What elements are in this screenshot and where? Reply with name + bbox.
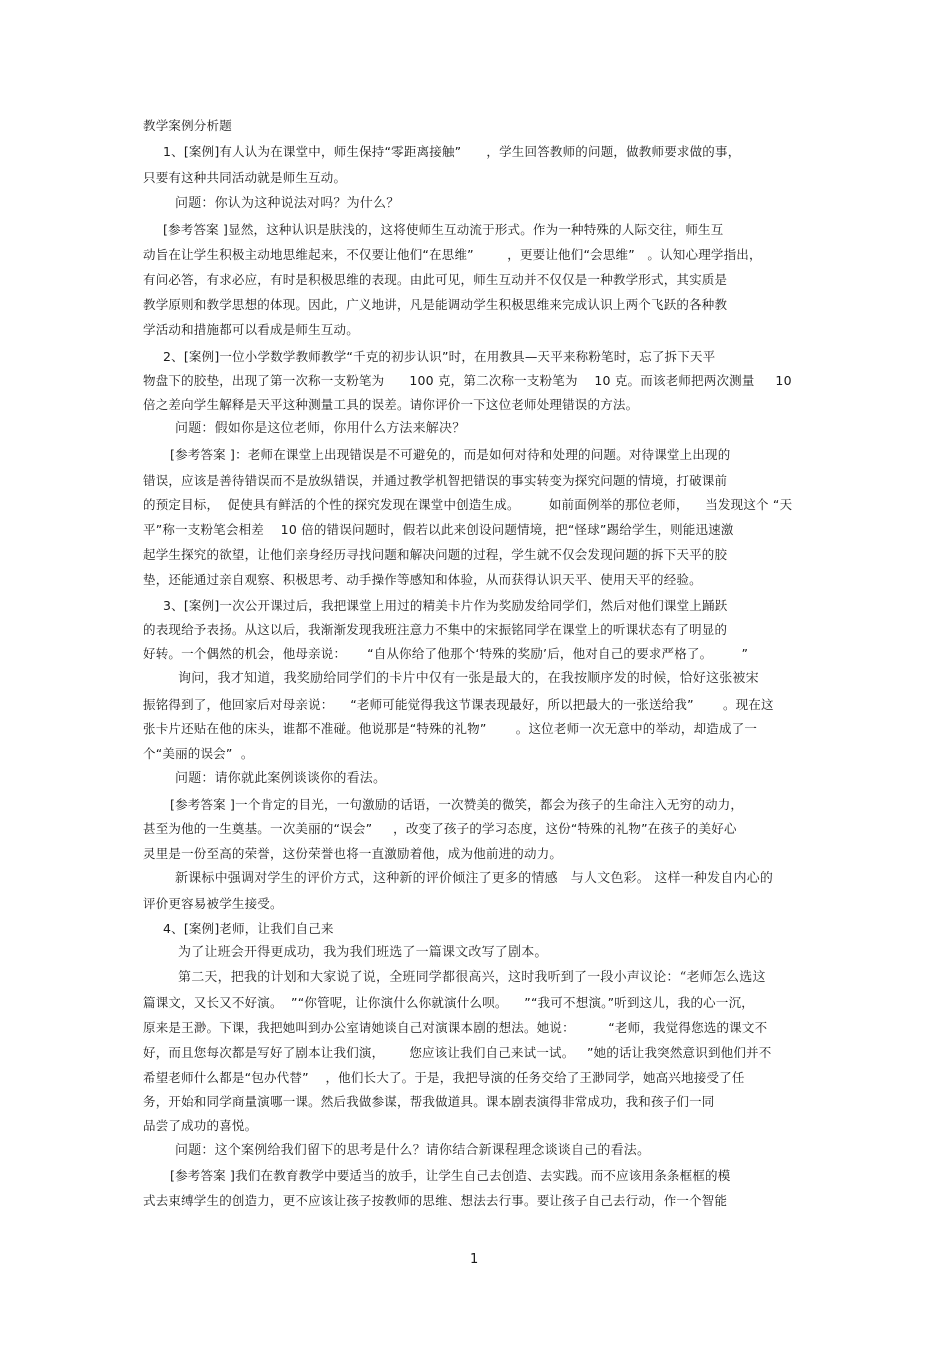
text-line: 灵里是一份至高的荣誉，这份荣誉也将一直激励着他，成为他前进的动力。 <box>143 846 563 861</box>
text-line: 好转。一个偶然的机会，他母亲说： “自从你给了他那个‘特殊的奖励’后，他对自己的要求严格了。 ” <box>143 646 749 661</box>
text-line: 品尝了成功的喜悦。 <box>143 1118 258 1133</box>
text-line: 物盘下的胶垫，出现了第一次称一支粉笔为 100 克，第二次称一支粉笔为 10 克。而该老师把两次测量 10 <box>143 373 792 388</box>
text-line: 询问，我才知道，我奖励给同学们的卡片中仅有一张是最大的，在我按顺序发的时候，恰好这张被宋 <box>178 671 759 686</box>
text-line: 的预定目标， 促使具有鲜活的个性的探究发现在课堂中创造生成。 如前面例举的那位老师， 当发现这个 “天 <box>143 497 793 512</box>
text-line: 平”称一支粉笔会相差 10 倍的错误问题时，假若以此来创设问题情境，把“怪球”踢给学生，则能迅速激 <box>143 522 734 537</box>
document-title: 教学案例分析题 <box>143 118 232 133</box>
text-line: 教学原则和教学思想的体现。因此，广义地讲，凡是能调动学生积极思维来完成认识上两个飞跃的各种教 <box>143 297 728 312</box>
text-line: 式去束缚学生的创造力，更不应该让孩子按教师的思维、想法去行事。要让孩子自己去行动，作一个智能 <box>143 1193 728 1208</box>
text-line: 务，开始和同学商量演哪一课。然后我做参谋，帮我做道具。课本剧表演得非常成功，我和孩子们一同 <box>143 1094 715 1109</box>
text-line: 2、[案例]一位小学数学教师教学“千克的初步认识”时，在用教具—天平来称粉笔时，忘了拆下天平 <box>163 349 716 364</box>
text-line: 评价更容易被学生接受。 <box>143 896 283 911</box>
text-line: 动旨在让学生积极主动地思维起来，不仅要让他们“在思维” ，更要让他们“会思维” 。认知心理学指出， <box>143 247 762 262</box>
text-line: 倍之差向学生解释是天平这种测量工具的误差。请你评价一下这位老师处理错误的方法。 <box>143 397 639 412</box>
text-line: 张卡片还贴在他的床头，谁都不准碰。他说那是“特殊的礼物” 。这位老师一次无意中的举动，却造成了一 <box>143 721 758 736</box>
text-line: 原来是王渺。下课，我把她叫到办公室请她谈自己对演课本剧的想法。她说： “老师，我觉得您选的课文不 <box>143 1020 768 1035</box>
text-line: 新课标中强调对学生的评价方式，这种新的评价倾注了更多的情感 与人文色彩。 这样一种发自内心的 <box>175 871 774 886</box>
text-line: [参考答案 ]：老师在课堂上出现错误是不可避免的，而是如何对待和处理的问题。对待课堂上出现的 <box>170 447 731 462</box>
page-number: 1 <box>470 1252 479 1267</box>
text-line: 甚至为他的一生奠基。一次美丽的“误会” ，改变了孩子的学习态度，这份“特殊的礼物”在孩子的美好心 <box>143 821 737 836</box>
text-line: 的表现给予表扬。从这以后，我渐渐发现我班注意力不集中的宋振铭同学在课堂上的听课状态有了明显的 <box>143 622 728 637</box>
text-line: [参考答案 ]显然，这种认识是肤浅的，这将使师生互动流于形式。作为一种特殊的人际交往，师生互 <box>163 222 724 237</box>
text-line: [参考答案 ]一个肯定的目光，一句激励的话语，一次赞美的微笑，都会为孩子的生命注入无穷的动力， <box>170 797 744 812</box>
text-line: 第二天，把我的计划和大家说了说，全班同学都很高兴，这时我听到了一段小声议论：“老师怎么选这 <box>178 970 766 985</box>
text-line: [参考答案 ]我们在教育教学中要适当的放手，让学生自己去创造、去实践。而不应该用条条框框的模 <box>170 1168 731 1183</box>
text-line: 垫，还能通过亲自观察、积极思考、动手操作等感知和体验，从而获得认识天平、使用天平的经验。 <box>143 572 702 587</box>
question-line: 问题：请你就此案例谈谈你的看法。 <box>175 771 387 786</box>
text-line: 个“美丽的误会” 。 <box>143 746 254 761</box>
text-line: 1、[案例]有人认为在课堂中，师生保持“零距离接触” ，学生回答教师的问题，做教师要求做的事， <box>163 144 741 159</box>
text-line: 错误，应该是善待错误而不是放纵错误，并通过教学机智把错误的事实转变为探究问题的情境，打破课前 <box>143 473 728 488</box>
text-line: 好，而且您每次都是写好了剧本让我们演， 您应该让我们自己来试一试。 ”她的话让我突然意识到他们并不 <box>143 1045 772 1060</box>
text-line: 篇课文，又长又不好演。 ”“你管呢，让你演什么你就演什么呗。 ”“我可不想演。”听到这儿，我的心一沉， <box>143 995 754 1010</box>
text-line: 有问必答，有求必应，有时是积极思维的表现。由此可见，师生互动并不仅仅是一种教学形式，其实质是 <box>143 272 728 287</box>
question-line: 问题：这个案例给我们留下的思考是什么？请你结合新课程理念谈谈自己的看法。 <box>175 1143 651 1158</box>
text-line: 振铭得到了，他回家后对母亲说： “老师可能觉得我这节课表现最好，所以把最大的一张送给我” 。现在这 <box>143 697 774 712</box>
text-line: 只要有这种共同活动就是师生互动。 <box>143 170 347 185</box>
text-line: 为了让班会开得更成功，我为我们班选了一篇课文改写了剧本。 <box>178 945 548 960</box>
text-line: 学活动和措施都可以看成是师生互动。 <box>143 322 359 337</box>
text-line: 希望老师什么都是“包办代替” ，他们长大了。于是，我把导演的任务交给了王渺同学，她高兴地接受了任 <box>143 1070 745 1085</box>
text-line: 4、[案例]老师，让我们自己来 <box>163 921 334 936</box>
text-line: 3、[案例]一次公开课过后，我把课堂上用过的精美卡片作为奖励发给同学们，然后对他们课堂上踊跃 <box>163 598 728 613</box>
question-line: 问题：假如你是这位老师，你用什么方法来解决？ <box>175 421 466 436</box>
question-line: 问题：你认为这种说法对吗？为什么？ <box>175 196 400 211</box>
text-line: 起学生探究的欲望，让他们亲身经历寻找问题和解决问题的过程，学生就不仅会发现问题的拆下天平的胶 <box>143 547 728 562</box>
